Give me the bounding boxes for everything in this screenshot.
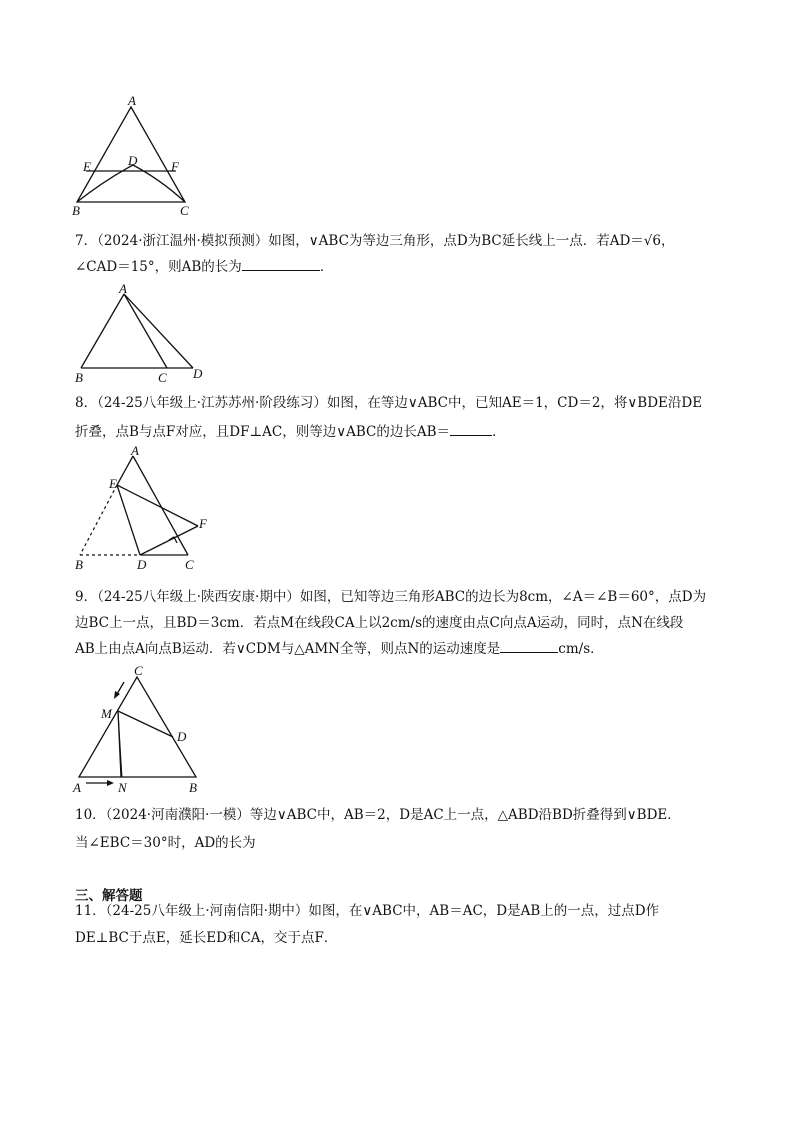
q9-line1: 9．（24-25八年级上·陕西安康·期中）如图，已知等边三角形ABC的边长为8cm，∠A＝∠B＝60°，点D为 (75, 589, 707, 605)
figure-q9 (70, 660, 220, 795)
label-B: B (189, 780, 197, 795)
label-B: B (75, 557, 83, 572)
label-D: D (193, 366, 203, 381)
label-B: B (75, 370, 83, 385)
label-B: B (72, 203, 80, 218)
label-C: C (134, 663, 143, 678)
label-F: F (171, 159, 179, 174)
answer-blank-q8[interactable] (450, 423, 492, 436)
q10-line2: 当∠EBC＝30°时，AD的长为 (75, 835, 256, 851)
label-A: A (128, 93, 136, 108)
label-C: C (180, 203, 189, 218)
figure-q7 (70, 282, 220, 387)
section-title: 三、解答题 (75, 888, 143, 904)
label-D: D (128, 153, 138, 168)
figure-q6 (70, 92, 200, 222)
label-E: E (83, 159, 91, 174)
answer-blank-q7[interactable] (242, 258, 320, 271)
label-A: A (73, 780, 81, 795)
q7-line2: ∠CAD＝15°，则AB的长为 ． (75, 259, 334, 275)
label-E: E (109, 476, 117, 491)
label-F: F (199, 516, 207, 531)
label-A: A (131, 443, 139, 458)
label-D: D (177, 729, 187, 744)
answer-blank-q9[interactable] (500, 640, 558, 653)
label-A: A (119, 281, 127, 296)
label-M: M (101, 706, 112, 721)
q9-line2: 边BC上一点，且BD＝3cm．若点M在线段CA上以2cm/s的速度由点C向点A运动，同时，点N在线段 (75, 615, 684, 631)
figure-q8 (70, 442, 230, 572)
q7-line1: 7．（2024·浙江温州·模拟预测）如图，∨ABC为等边三角形，点D为BC延长线上一点．若AD＝√6， (75, 233, 675, 249)
q11-line1: 11．（24-25八年级上·河南信阳·期中）如图，在∨ABC中，AB＝AC，D是AB上的一点，过点D作 (75, 903, 660, 919)
q9-line3: AB上由点A向点B运动．若∨CDM与△AMN全等，则点N的运动速度是 cm/s． (75, 641, 604, 657)
q8-line1: 8．（24-25八年级上·江苏苏州·阶段练习）如图，在等边∨ABC中，已知AE＝1，CD＝2，将∨BDE沿DE (75, 395, 703, 411)
label-C: C (185, 557, 194, 572)
label-D: D (137, 557, 147, 572)
q11-line2: DE⊥BC于点E，延长ED和CA，交于点F． (75, 930, 338, 946)
label-N: N (118, 780, 127, 795)
q8-line2: 折叠，点B与点F对应，且DF⊥AC，则等边∨ABC的边长AB＝ ． (75, 424, 506, 440)
q10-line1: 10．（2024·河南濮阳·一模）等边∨ABC中，AB＝2，D是AC上一点，△ABD沿BD折叠得到∨BDE． (75, 807, 681, 823)
label-C: C (158, 370, 167, 385)
